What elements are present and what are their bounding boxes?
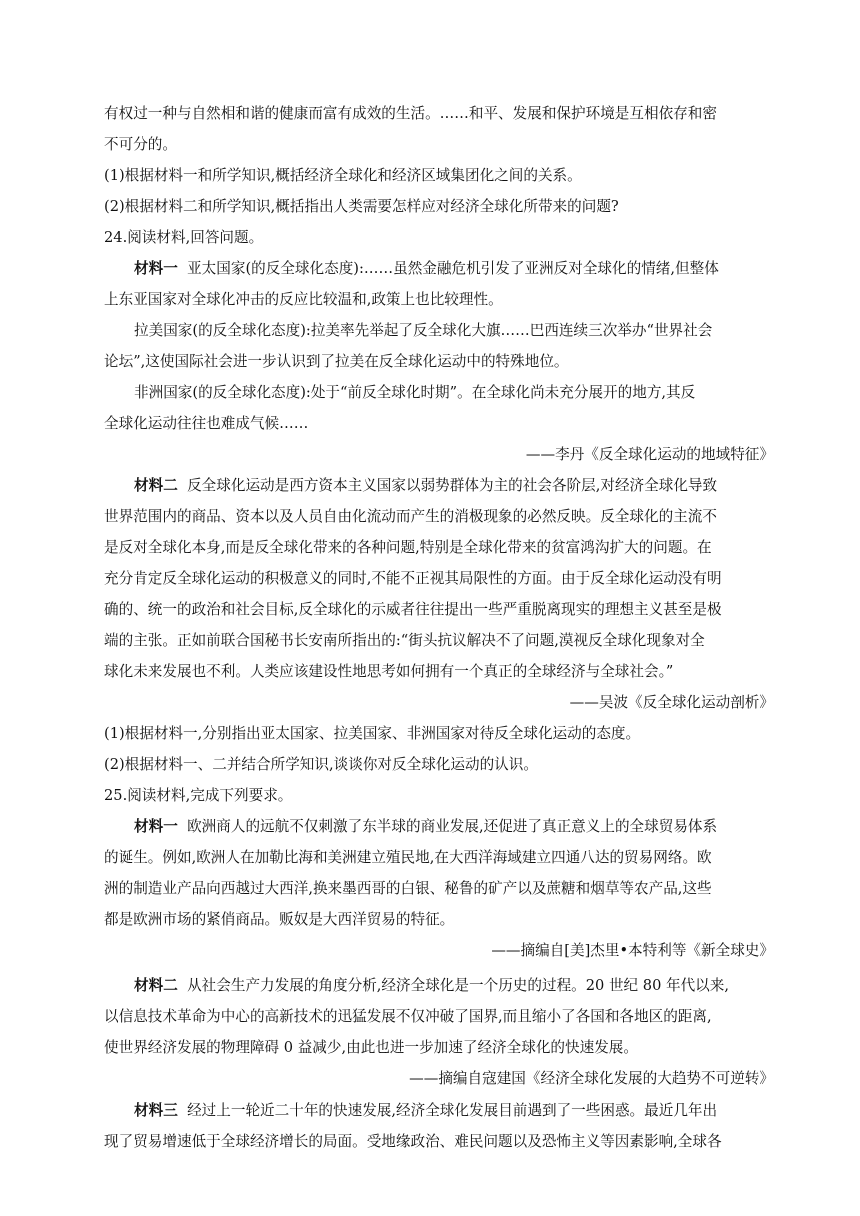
q24-subquestion-2: (2)根据材料一、二并结合所学知识,谈谈你对反全球化运动的认识。 bbox=[104, 756, 538, 773]
q25-m1-label: 材料一 bbox=[134, 818, 178, 835]
q25-m1-text: 的诞生。例如,欧洲人在加勒比海和美洲建立殖民地,在大西洋海域建立四通八达的贸易网络。欧 bbox=[104, 849, 712, 866]
q24-subquestion-1: (1)根据材料一,分别指出亚太国家、拉美国家、非洲国家对待反全球化运动的态度。 bbox=[104, 725, 641, 742]
q24-m1-label: 材料一 bbox=[134, 260, 178, 277]
q25-m1-source: ——摘编自[美]杰里•本特利等《新全球史》 bbox=[491, 942, 774, 959]
q25-m2-text: 从社会生产力发展的角度分析,经济全球化是一个历史的过程。20 世纪 80 年代以来, bbox=[187, 977, 730, 994]
q24-m2-text: 世界范围内的商品、资本以及人员自由化流动而产生的消极现象的必然反映。反全球化的主流不 bbox=[104, 508, 717, 525]
q25-m1-text: 洲的制造业产品向西越过大西洋,换来墨西哥的白银、秘鲁的矿产以及蔗糖和烟草等农产品,这些 bbox=[104, 880, 712, 897]
q25-m2-text: 以信息技术革命为中心的高新技术的迅猛发展不仅冲破了国界,而且缩小了各国和各地区的距离, bbox=[104, 1008, 712, 1025]
q25-m2-label: 材料二 bbox=[134, 977, 178, 994]
q25-m3-label: 材料三 bbox=[134, 1102, 178, 1119]
q25-m2-text: 使世界经济发展的物理障碍 0 益减少,由此也进一步加速了经济全球化的快速发展。 bbox=[104, 1039, 638, 1056]
q25-m1-line bbox=[134, 817, 717, 837]
q24-m1-text: 全球化运动往往也难成气候…… bbox=[104, 415, 309, 432]
q23-subquestion-2: (2)根据材料二和所学知识,概括指出人类需要怎样应对经济全球化所带来的问题? bbox=[104, 198, 619, 215]
q25-m3-line bbox=[134, 1101, 717, 1121]
q25-m3-text: 现了贸易增速低于全球经济增长的局面。受地缘政治、难民问题以及恐怖主义等因素影响,全球各 bbox=[104, 1133, 722, 1150]
q25-m1-text: 欧洲商人的远航不仅刺激了东半球的商业发展,还促进了真正意义上的全球贸易体系 bbox=[187, 818, 718, 835]
q23-material-text: 不可分的。 bbox=[104, 136, 177, 153]
q25-m2-source: ——摘编自寇建国《经济全球化发展的大趋势不可逆转》 bbox=[409, 1070, 774, 1087]
q24-m2-text: 反全球化运动是西方资本主义国家以弱势群体为主的社会各阶层,对经济全球化导致 bbox=[187, 477, 718, 494]
q24-m1-text: 非洲国家(的反全球化态度):处于“前反全球化时期”。在全球化尚未充分展开的地方,其反 bbox=[134, 384, 696, 401]
q24-m1-text: 论坛”,这使国际社会进一步认识到了拉美在反全球化运动中的特殊地位。 bbox=[104, 353, 569, 370]
q24-m1-line bbox=[134, 259, 719, 279]
q24-m2-text: 确的、统一的政治和社会目标,反全球化的示威者往往提出一些严重脱离现实的理想主义甚至是极 bbox=[104, 601, 722, 618]
q24-m2-source: ——吴波《反全球化运动剖析》 bbox=[569, 694, 774, 711]
q24-m2-text: 端的主张。正如前联合国秘书长安南所指出的:“街头抗议解决不了问题,漠视反全球化现象对全 bbox=[104, 632, 705, 649]
q24-m1-text: 上东亚国家对全球化冲击的反应比较温和,政策上也比较理性。 bbox=[104, 291, 503, 308]
q24-stem: 24.阅读材料,回答问题。 bbox=[104, 229, 264, 246]
q24-m2-label: 材料二 bbox=[134, 477, 178, 494]
q23-subquestion-1: (1)根据材料一和所学知识,概括经济全球化和经济区域集团化之间的关系。 bbox=[104, 167, 582, 184]
q24-m2-text: 是反对全球化本身,而是反全球化带来的各种问题,特别是全球化带来的贫富鸿沟扩大的问题。在 bbox=[104, 539, 712, 556]
q24-m2-line bbox=[134, 476, 717, 496]
q24-m2-text: 球化未来发展也不利。人类应该建设性地思考如何拥有一个真正的全球经济与全球社会。” bbox=[104, 663, 674, 680]
q25-m2-line bbox=[134, 976, 729, 996]
q25-m3-text: 经过上一轮近二十年的快速发展,经济全球化发展目前遇到了一些困惑。最近几年出 bbox=[187, 1102, 718, 1119]
q24-m1-text: 拉美国家(的反全球化态度):拉美率先举起了反全球化大旗……巴西连续三次举办“世界社会 bbox=[134, 322, 713, 339]
q25-m1-text: 都是欧洲市场的紧俏商品。贩奴是大西洋贸易的特征。 bbox=[104, 911, 455, 928]
q23-material-text: 有权过一种与自然相和谐的健康而富有成效的生活。……和平、发展和保护环境是互相依存和密 bbox=[104, 105, 717, 122]
q25-stem: 25.阅读材料,完成下列要求。 bbox=[104, 787, 293, 804]
q24-m1-source: ——李丹《反全球化运动的地域特征》 bbox=[525, 446, 774, 463]
q24-m2-text: 充分肯定反全球化运动的积极意义的同时,不能不正视其局限性的方面。由于反全球化运动没有明 bbox=[104, 570, 722, 587]
q24-m1-text: 亚太国家(的反全球化态度):……虽然金融危机引发了亚洲反对全球化的情绪,但整体 bbox=[187, 260, 719, 277]
